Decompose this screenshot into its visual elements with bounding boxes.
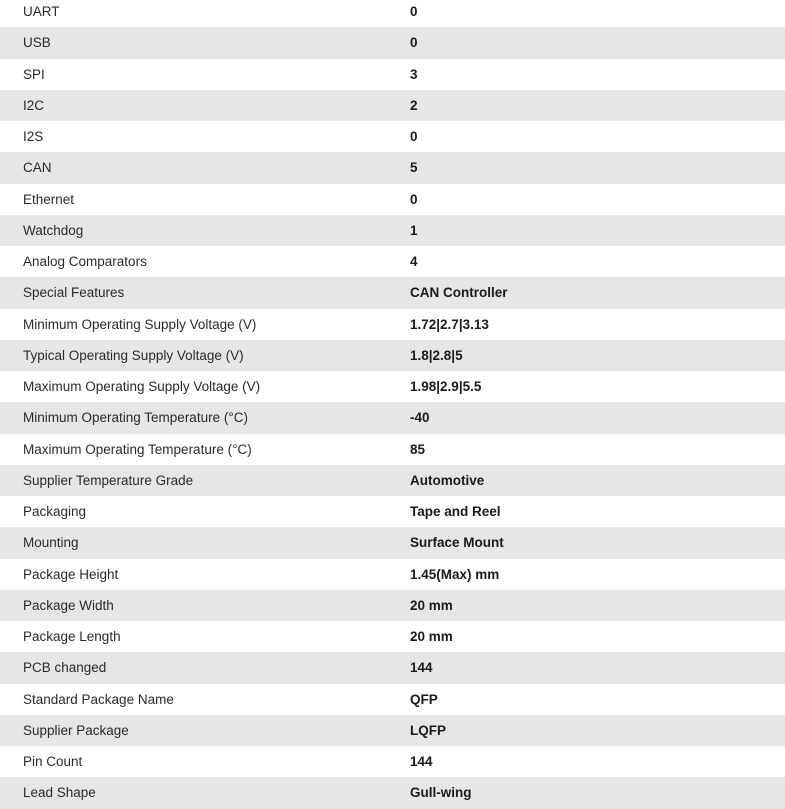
spec-row-ethernet	[0, 184, 785, 215]
spec-value: 2	[410, 90, 785, 121]
spec-row-max-supply-voltage	[0, 371, 785, 402]
spec-label: Maximum Operating Temperature (°C)	[0, 434, 410, 465]
spec-label: I2C	[0, 90, 410, 121]
spec-row-spi	[0, 59, 785, 90]
spec-value: 1.98|2.9|5.5	[410, 371, 785, 402]
spec-row-uart	[0, 0, 785, 27]
spec-label: Mounting	[0, 527, 410, 558]
spec-row-i2c	[0, 90, 785, 121]
spec-value: -40	[410, 402, 785, 433]
spec-value: 4	[410, 246, 785, 277]
spec-label: Typical Operating Supply Voltage (V)	[0, 340, 410, 371]
spec-row-pcb-changed	[0, 652, 785, 683]
spec-row-temperature-grade	[0, 465, 785, 496]
spec-label: Minimum Operating Temperature (°C)	[0, 402, 410, 433]
spec-row-min-supply-voltage	[0, 309, 785, 340]
spec-value: 1.8|2.8|5	[410, 340, 785, 371]
spec-label: Special Features	[0, 277, 410, 308]
spec-value: 5	[410, 152, 785, 183]
spec-value: Tape and Reel	[410, 496, 785, 527]
spec-row-typ-supply-voltage	[0, 340, 785, 371]
spec-label: Package Length	[0, 621, 410, 652]
spec-row-max-temperature	[0, 434, 785, 465]
spec-value: Automotive	[410, 465, 785, 496]
spec-value: CAN Controller	[410, 277, 785, 308]
spec-value: QFP	[410, 684, 785, 715]
spec-value: 85	[410, 434, 785, 465]
spec-row-pin-count	[0, 746, 785, 777]
spec-value: 1.45(Max) mm	[410, 559, 785, 590]
spec-label: I2S	[0, 121, 410, 152]
spec-label: UART	[0, 0, 410, 27]
spec-value: Surface Mount	[410, 527, 785, 558]
spec-row-package-width	[0, 590, 785, 621]
spec-label: SPI	[0, 59, 410, 90]
spec-value: 20 mm	[410, 621, 785, 652]
spec-row-analog-comparators	[0, 246, 785, 277]
spec-label: USB	[0, 27, 410, 58]
spec-row-package-height	[0, 559, 785, 590]
spec-value: 144	[410, 652, 785, 683]
spec-label: Analog Comparators	[0, 246, 410, 277]
spec-value: 0	[410, 0, 785, 27]
spec-label: CAN	[0, 152, 410, 183]
spec-label: Standard Package Name	[0, 684, 410, 715]
spec-value: 1.72|2.7|3.13	[410, 309, 785, 340]
spec-value: Gull-wing	[410, 777, 785, 808]
spec-row-packaging	[0, 496, 785, 527]
spec-label: Packaging	[0, 496, 410, 527]
spec-value: LQFP	[410, 715, 785, 746]
spec-label: Pin Count	[0, 746, 410, 777]
spec-value: 0	[410, 121, 785, 152]
spec-value: 0	[410, 27, 785, 58]
spec-row-i2s	[0, 121, 785, 152]
spec-value: 3	[410, 59, 785, 90]
spec-row-package-length	[0, 621, 785, 652]
spec-label: Supplier Package	[0, 715, 410, 746]
spec-label: Watchdog	[0, 215, 410, 246]
spec-row-usb	[0, 27, 785, 58]
spec-value: 20 mm	[410, 590, 785, 621]
spec-value: 1	[410, 215, 785, 246]
spec-label: Supplier Temperature Grade	[0, 465, 410, 496]
spec-row-min-temperature	[0, 402, 785, 433]
spec-label: Ethernet	[0, 184, 410, 215]
spec-row-watchdog	[0, 215, 785, 246]
spec-label: Minimum Operating Supply Voltage (V)	[0, 309, 410, 340]
spec-row-mounting	[0, 527, 785, 558]
spec-label: Maximum Operating Supply Voltage (V)	[0, 371, 410, 402]
spec-row-standard-package-name	[0, 684, 785, 715]
spec-value: 0	[410, 184, 785, 215]
spec-row-special-features	[0, 277, 785, 308]
spec-label: Package Height	[0, 559, 410, 590]
spec-row-can	[0, 152, 785, 183]
spec-label: Lead Shape	[0, 777, 410, 808]
spec-value: 144	[410, 746, 785, 777]
spec-row-supplier-package	[0, 715, 785, 746]
spec-label: Package Width	[0, 590, 410, 621]
spec-label: PCB changed	[0, 652, 410, 683]
